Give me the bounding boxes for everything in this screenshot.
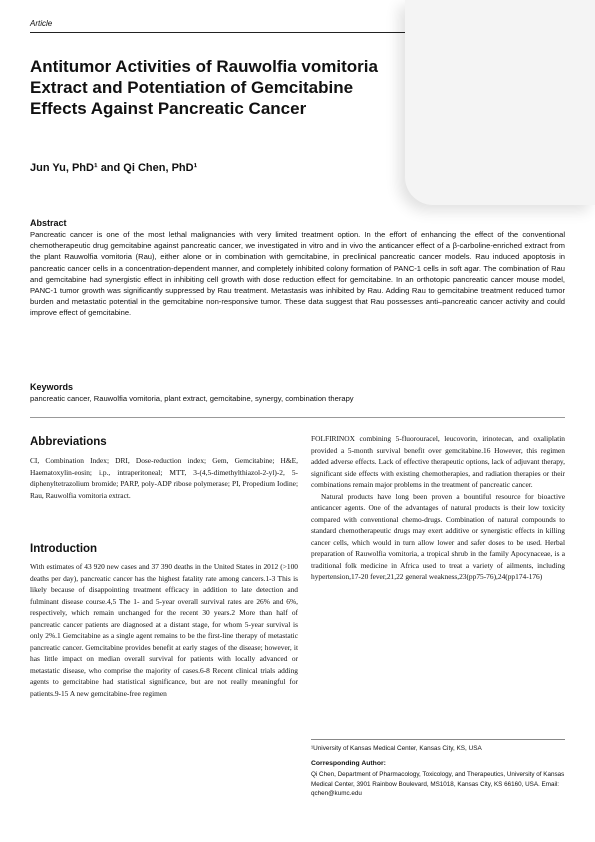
abstract-heading: Abstract	[30, 218, 67, 228]
right-paragraph-2: Natural products have long been proven a bountiful resource for bioactive anticancer agents. One of the advantages of natural products is their low toxicity compared with conventional chemo-drugs. Combination of natural compounds to standard chemotherapeutic drugs may exert additive or synergistic effects in killing cancer cells, which would in turn allow lower and safer doses to be used. Herbal preparation of Rauwolfia vomitoria, a tropical shrub in the family Apocynaceae, is a traditional folk medicine in Africa used to treat a variety of ailments, including hypertension,17-20 fever,21,22 general weakness,23(pp75-76),24(pp174-176)	[311, 491, 565, 581]
right-column	[311, 433, 565, 733]
introduction-column	[30, 561, 298, 836]
keywords-heading: Keywords	[30, 382, 74, 392]
keywords-text: pancreatic cancer, Rauwolfia vomitoria, plant extract, gemcitabine, synergy, combination therapy	[30, 394, 354, 403]
section-divider	[30, 417, 565, 418]
footnote-rule	[311, 739, 565, 740]
article-title	[30, 56, 450, 119]
title-line-2: Extract and Potentiation of Gemcitabine	[30, 78, 354, 97]
abbreviations-text	[30, 455, 298, 501]
introduction-paragraph-1: With estimates of 43 920 new cases and 37 390 deaths in the United States in 2012 (>100 deaths per day), pancreatic cancer has the highest fatality rate among cancers.1-3 This is likely because of disappointing treatment efficacy in addition to late detection and fulminant disease course.4,5 The 1- and 5-year overall survival rates are 26% and 6%, respectively, which remain unchanged for the recent 30 years.2 More than half of pancreatic cancer patients are diagnosed at a distant stage, for whom 5-year survival is only 2%.1 Gemcitabine as a single agent remains to be the first-line therapy of metastatic pancreatic cancer. Gemcitabine provides benefit at early stages of the disease; however, it has little impact on median overall survival for patients with locally advanced or metastatic disease, who comprise the majority of cases.6-8 Recent clinical trials adding agents to gemcitabine had statistical significance, but are not really meaningful for patients.9-15 A new gemcitabine-free regimen	[30, 562, 298, 698]
title-line-3: Effects Against Pancreatic Cancer	[30, 99, 307, 118]
abstract-text: Pancreatic cancer is one of the most lethal malignancies with very limited treatment option. In the effort of enhancing the effect of the conventional chemotherapeutic drug gemcitabine against pancreatic cancer, we investigated in vitro and in vivo the anticancer effect of a β-carboline-enriched extract from the plant Rauwolfia vomitoria (Rau), either alone or in combination with gemcitabine, in preclinical pancreatic cancer models. Rau induced apoptosis in pancreatic cancer cells in a concentration-dependent manner, and completely inhibited colony formation of PANC-1 cells in soft agar. The combination of Rau and gemcitabine had synergistic effect in inhibiting cell growth with dose reduction effect for gemcitabine. In an orthotopic pancreatic cancer mouse model, PANC-1 tumor growth was significantly suppressed by Rau treatment. Metastasis was inhibited by Rau. Adding Rau to gemcitabine treatment reduced tumor burden and metastatic potential in the gemcitabine non-responsive tumor. These data suggest that Rau possesses anti–pancreatic cancer activity and could improve effect of gemcitabine.	[30, 230, 565, 318]
article-type-label: Article	[30, 19, 53, 28]
abbreviations-paragraph: CI, Combination Index; DRI, Dose-reduction index; Gem, Gemcitabine; H&E, Haematoxylin-eosin; i.p., intraperitoneal; MTT, 3-(4,5-dimethylthiazol-2-yl)-2, 5-diphenyltetrazolium bromide; PARP, poly-ADP ribose polymerase; PI, Propedium Iodine; Rau, Rauwolfia vomitoria extract.	[30, 456, 298, 500]
title-line-1: Antitumor Activities of Rauwolfia vomitoria	[30, 57, 378, 76]
affiliation-footnote: ¹University of Kansas Medical Center, Kansas City, KS, USA	[311, 745, 482, 752]
corresponding-author-heading: Corresponding Author:	[311, 760, 386, 767]
introduction-heading: Introduction	[30, 543, 98, 555]
right-paragraph-1: FOLFIRINOX combining 5-fluorouracel, leucovorin, irinotecan, and oxaliplatin provided a 5-month survival benefit over gemcitabine.16 However, this regimen added adverse effects. Lack of effective therapeutic options, lack of adjuvant therapy, significant side effects with existing chemotherapies, and radiation therapies or their combinations remain major problems in the treatment of pancreatic cancer.	[311, 434, 565, 489]
author-list: Jun Yu, PhD¹ and Qi Chen, PhD¹	[30, 162, 198, 174]
corresponding-author-details: Qi Chen, Department of Pharmacology, Toxicology, and Therapeutics, University of Kansas Medical Center, 3901 Rainbow Boulevard, MS1018, Kansas City, KS 66160, USA. Email: qchen@kumc.edu	[311, 771, 565, 798]
abbreviations-heading: Abbreviations	[30, 436, 107, 448]
